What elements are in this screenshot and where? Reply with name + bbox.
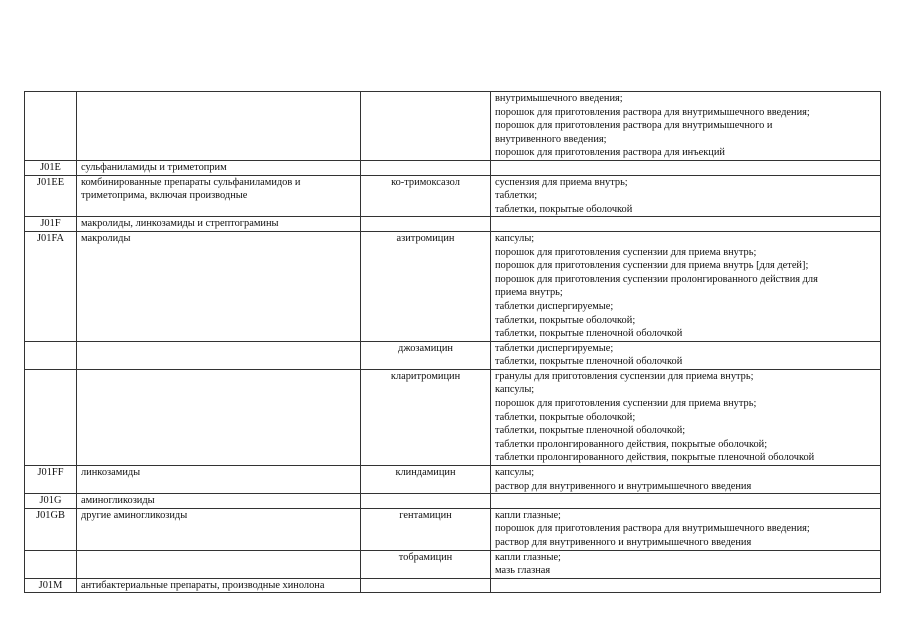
anatomical-therapeutic-group-cell: [77, 369, 361, 465]
anatomical-therapeutic-group-cell: сульфаниламиды и триметоприм: [77, 160, 361, 175]
drug-name-cell: ко-тримоксазол: [361, 175, 491, 217]
anatomical-therapeutic-group-cell: [77, 341, 361, 369]
table-row: [25, 92, 881, 161]
table-row: [25, 160, 881, 175]
atc-code-cell: [25, 369, 77, 465]
dosage-form-line: таблетки, покрытые оболочкой: [495, 203, 633, 215]
dosage-forms-cell: [491, 92, 881, 161]
drug-name-cell: кларитромицин: [361, 369, 491, 465]
dosage-form-line: таблетки диспергируемые;: [495, 300, 614, 312]
drug-name-cell: тобрамицин: [361, 550, 491, 578]
dosage-form-line: порошок для приготовления раствора для внутримышечного и: [495, 120, 773, 132]
anatomical-therapeutic-group-cell: [77, 92, 361, 161]
dosage-form-line: капли глазные;: [495, 551, 561, 563]
dosage-forms-cell: [491, 550, 881, 578]
dosage-form-line: порошок для приготовления суспензии пролонгированного действия для: [495, 273, 818, 285]
table-row: [25, 341, 881, 369]
dosage-forms-cell: [491, 578, 881, 593]
atc-code-cell: J01F: [25, 217, 77, 232]
dosage-form-line: таблетки, покрытые пленочной оболочкой: [495, 328, 683, 340]
dosage-form-line: порошок для приготовления суспензии для приема внутрь;: [495, 246, 757, 258]
table-row: [25, 508, 881, 550]
table-row: [25, 231, 881, 341]
table-row: [25, 550, 881, 578]
atc-code-cell: J01FA: [25, 231, 77, 341]
dosage-forms-cell: [491, 341, 881, 369]
dosage-form-line: порошок для приготовления раствора для внутримышечного введения;: [495, 106, 810, 118]
anatomical-therapeutic-group-cell: [77, 550, 361, 578]
dosage-form-line: порошок для приготовления раствора для внутримышечного введения;: [495, 523, 810, 535]
dosage-form-line: таблетки, покрытые оболочкой;: [495, 411, 636, 423]
dosage-form-line: внутривенного введения;: [495, 133, 607, 145]
dosage-forms-cell: [491, 466, 881, 494]
dosage-form-line: капли глазные;: [495, 509, 561, 521]
table-row: [25, 466, 881, 494]
atc-code-cell: [25, 92, 77, 161]
dosage-form-line: порошок для приготовления раствора для инъекций: [495, 147, 725, 159]
table-row: [25, 369, 881, 465]
drug-name-cell: [361, 217, 491, 232]
table-row: [25, 175, 881, 217]
atc-code-cell: J01M: [25, 578, 77, 593]
dosage-form-line: таблетки, покрытые пленочной оболочкой;: [495, 425, 686, 437]
dosage-form-line: таблетки, покрытые пленочной оболочкой: [495, 356, 683, 368]
dosage-forms-cell: [491, 160, 881, 175]
drug-table-body: [25, 92, 881, 593]
drug-name-cell: джозамицин: [361, 341, 491, 369]
drug-name-cell: азитромицин: [361, 231, 491, 341]
anatomical-therapeutic-group-cell: линкозамиды: [77, 466, 361, 494]
atc-code-cell: J01EE: [25, 175, 77, 217]
dosage-form-line: порошок для приготовления суспензии для приема внутрь;: [495, 398, 757, 410]
anatomical-therapeutic-group-cell: макролиды, линкозамиды и стрептограмины: [77, 217, 361, 232]
dosage-form-line: порошок для приготовления суспензии для приема внутрь [для детей];: [495, 260, 809, 272]
dosage-forms-cell: [491, 217, 881, 232]
dosage-forms-cell: [491, 494, 881, 509]
dosage-form-line: таблетки пролонгированного действия, покрытые оболочкой;: [495, 438, 768, 450]
dosage-form-line: таблетки диспергируемые;: [495, 342, 614, 354]
anatomical-therapeutic-group-cell: другие аминогликозиды: [77, 508, 361, 550]
atc-code-cell: [25, 341, 77, 369]
drug-name-cell: клиндамицин: [361, 466, 491, 494]
dosage-form-line: таблетки пролонгированного действия, покрытые пленочной оболочкой: [495, 452, 815, 464]
drug-table: [24, 91, 881, 593]
anatomical-therapeutic-group-cell: комбинированные препараты сульфаниламидов и триметоприма, включая производные: [77, 175, 361, 217]
dosage-form-line: капсулы;: [495, 232, 535, 244]
dosage-form-line: гранулы для приготовления суспензии для приема внутрь;: [495, 370, 754, 382]
table-row: [25, 578, 881, 593]
dosage-form-line: капсулы;: [495, 467, 535, 479]
dosage-form-line: мазь глазная: [495, 565, 551, 577]
drug-name-cell: [361, 160, 491, 175]
anatomical-therapeutic-group-cell: аминогликозиды: [77, 494, 361, 509]
atc-code-cell: J01G: [25, 494, 77, 509]
drug-name-cell: [361, 578, 491, 593]
anatomical-therapeutic-group-cell: антибактериальные препараты, производные хинолона: [77, 578, 361, 593]
anatomical-therapeutic-group-cell: макролиды: [77, 231, 361, 341]
table-row: [25, 494, 881, 509]
dosage-form-line: раствор для внутривенного и внутримышечного введения: [495, 537, 752, 548]
drug-name-cell: [361, 494, 491, 509]
dosage-form-line: раствор для внутривенного и внутримышечного введения: [495, 480, 752, 492]
dosage-form-line: таблетки;: [495, 190, 538, 202]
drug-name-cell: [361, 92, 491, 161]
atc-code-cell: [25, 550, 77, 578]
dosage-forms-cell: [491, 508, 881, 550]
dosage-form-line: приема внутрь;: [495, 287, 563, 299]
table-row: [25, 217, 881, 232]
dosage-form-line: суспензия для приема внутрь;: [495, 176, 628, 188]
atc-code-cell: J01GB: [25, 508, 77, 550]
dosage-form-line: внутримышечного введения;: [495, 93, 623, 104]
dosage-forms-cell: [491, 231, 881, 341]
atc-code-cell: J01E: [25, 160, 77, 175]
dosage-forms-cell: [491, 369, 881, 465]
dosage-forms-cell: [491, 175, 881, 217]
dosage-form-line: таблетки, покрытые оболочкой;: [495, 314, 636, 326]
drug-name-cell: гентамицин: [361, 508, 491, 550]
dosage-form-line: капсулы;: [495, 384, 535, 396]
atc-code-cell: J01FF: [25, 466, 77, 494]
